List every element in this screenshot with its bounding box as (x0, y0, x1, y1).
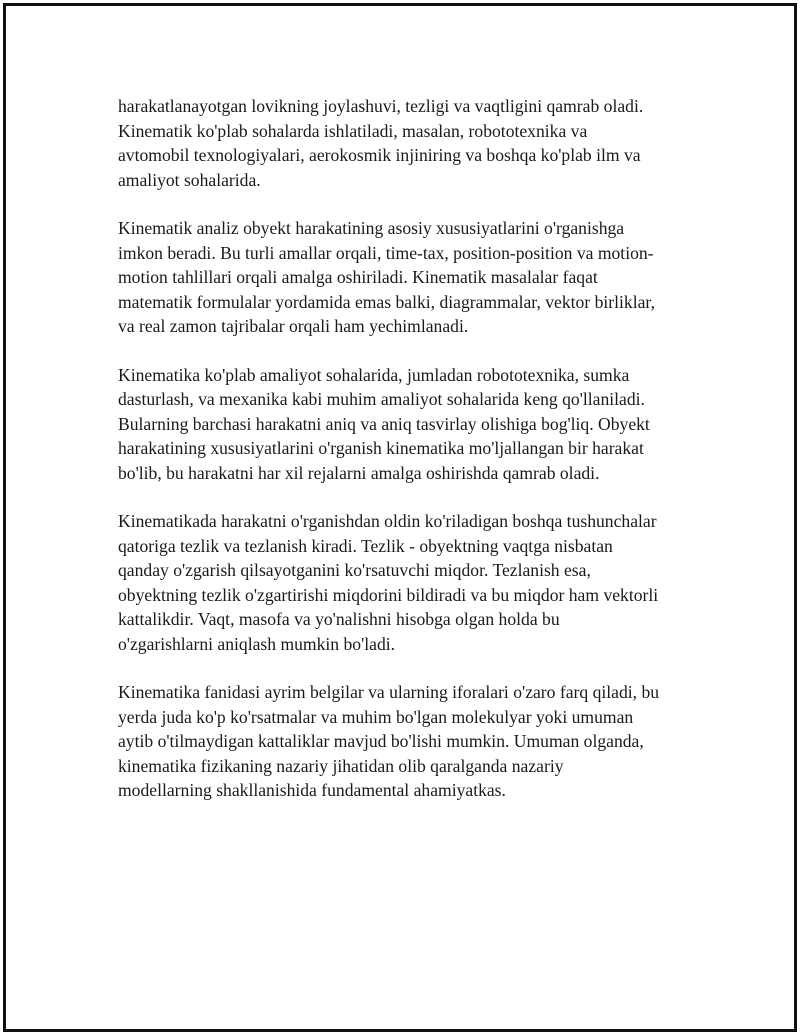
text-line: Kinematika fanidasi ayrim belgilar va ularning iforalari o'zaro farq qiladi, bu (118, 682, 660, 702)
text-line: imkon beradi. Bu turli amallar orqali, time-tax, position-position va motion- (118, 242, 654, 263)
paragraph (118, 94, 698, 192)
text-line: aytib o'tilmaydigan kattaliklar mavjud bo'lishi mumkin. Umuman olganda, (118, 731, 644, 751)
text-line: qatoriga tezlik va tezlanish kiradi. Tezlik - obyektning vaqtga nisbatan (118, 535, 613, 556)
paragraph (118, 363, 698, 486)
text-line: harakatlanayotgan lovikning joylashuvi, tezligi va vaqtligini qamrab oladi. (118, 96, 644, 116)
paragraph (118, 216, 698, 339)
text-line: Kinematika ko'plab amaliyot sohalarida, jumladan robototexnika, sumka (118, 364, 630, 385)
text-line: amaliyot sohalarida. (118, 169, 261, 190)
text-line: Kinematikada harakatni o'rganishdan oldin ko'riladigan boshqa tushunchalar (118, 511, 657, 531)
text-line: dasturlash, va mexanika kabi muhim amaliyot sohalarida keng qo'llaniladi. (118, 389, 645, 409)
text-line: Kinematik ko'plab sohalarda ishlatiladi, masalan, robototexnika va (118, 120, 588, 141)
text-line: va real zamon tajribalar orqali ham yechimlanadi. (118, 316, 469, 336)
text-line: bo'lib, bu harakatni har xil rejalarni amalga oshirishda qamrab oladi. (118, 462, 600, 483)
text-line: yerda juda ko'p ko'rsatmalar va muhim bo'lgan molekulyar yoki umuman (118, 706, 634, 727)
text-line: kattalikdir. Vaqt, masofa va yo'nalishni hisobga olgan holda bu (118, 609, 560, 629)
paragraph (118, 509, 698, 656)
text-line: avtomobil texnologiyalari, aerokosmik injiniring va boshqa ko'plab ilm va (118, 145, 641, 165)
text-line: motion tahlillari orqali amalga oshiriladi. Kinematik masalalar faqat (118, 267, 598, 287)
paragraph (118, 680, 698, 803)
text-line: obyektning tezlik o'zgartirishi miqdorini bildiradi va bu miqdor ham vektorli (118, 584, 659, 605)
text-line: Kinematik analiz obyekt harakatining asosiy xususiyatlarini o'rganishga (118, 218, 625, 238)
text-line: o'zgarishlarni aniqlash mumkin bo'ladi. (118, 633, 396, 654)
text-line: matematik formulalar yordamida emas balki, diagrammalar, vektor birliklar, (118, 291, 655, 312)
text-line: modellarning shakllanishida fundamental ahamiyatkas. (118, 780, 506, 800)
text-line: qanday o'zgarish qilsayotganini ko'rsatuvchi miqdor. Tezlanish esa, (118, 560, 591, 580)
text-line: kinematika fizikaning nazariy jihatidan olib qaralganda nazariy (118, 755, 564, 776)
text-line: Bularning barchasi harakatni aniq va aniq tasvirlay olishiga bog'liq. Obyekt (118, 413, 650, 434)
document-body (118, 94, 698, 827)
text-line: harakatining xususiyatlarini o'rganish kinematika mo'ljallangan bir harakat (118, 438, 644, 458)
